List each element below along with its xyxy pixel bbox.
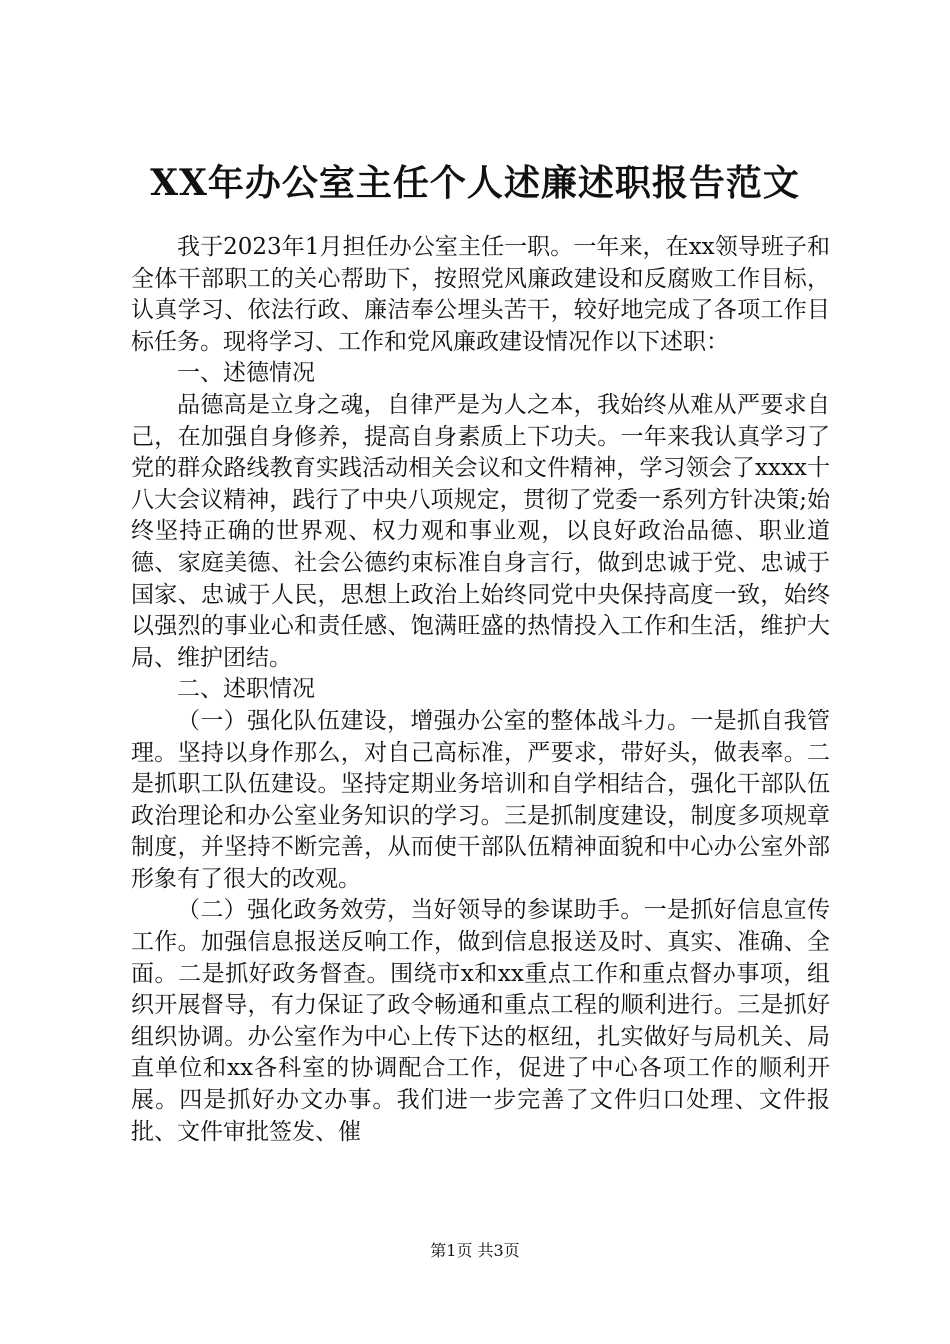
paragraph-government-service: （二）强化政务效劳，当好领导的参谋助手。一是抓好信息宣传工作。加强信息报送反响工作，做到信息报送及时、真实、准确、全面。二是抓好政务督查。围绕市x和xx重点工作和重点督办事项，组织开展督导，有力保证了政令畅通和重点工程的顺利进行。三是抓好组织协调。办公室作为中心上传下达的枢纽，扎实做好与局机关、局直单位和xx各科室的协调配合工作，促进了中心各项工作的顺利开展。四是抓好办文办事。我们进一步完善了文件归口处理、文件报批、文件审批签发、催 bbox=[131, 897, 830, 1145]
section-heading-duty: 二、述职情况 bbox=[177, 676, 315, 703]
paragraph-team-building: （一）强化队伍建设，增强办公室的整体战斗力。一是抓自我管理。坚持以身作那么，对自己高标准，严要求，带好头，做表率。二是抓职工队伍建设。坚持定期业务培训和自学相结合，强化干部队伍政治理论和办公室业务知识的学习。三是抓制度建设，制度多项规章制度，并坚持不断完善，从而使干部队伍精神面貌和中心办公室外部形象有了很大的改观。 bbox=[131, 707, 830, 892]
document-title: XX年办公室主任个人述廉述职报告范文 bbox=[150, 162, 800, 204]
section-heading-virtue: 一、述德情况 bbox=[177, 360, 315, 387]
paragraph-intro: 我于2023年1月担任办公室主任一职。一年来，在xx领导班子和全体干部职工的关心帮助下，按照党风廉政建设和反腐败工作目标，认真学习、依法行政、廉洁奉公埋头苦干，较好地完成了各项工作目标任务。现将学习、工作和党风廉政建设情况作以下述职： bbox=[131, 234, 830, 355]
page-number-footer: 第1页 共3页 bbox=[430, 1241, 520, 1260]
document-body bbox=[131, 232, 830, 1148]
paragraph-virtue: 品德高是立身之魂，自律严是为人之本，我始终从难从严要求自己，在加强自身修养，提高自身素质上下功夫。一年来我认真学习了党的群众路线教育实践活动相关会议和文件精神，学习领会了xxxx十八大会议精神，践行了中央八项规定，贯彻了党委一系列方针决策;始终坚持正确的世界观、权力观和事业观，以良好政治品德、职业道德、家庭美德、社会公德约束标准自身言行，做到忠诚于党、忠诚于国家、忠诚于人民，思想上政治上始终同党中央保持高度一致，始终以强烈的事业心和责任感、饱满旺盛的热情投入工作和生活，维护大局、维护团结。 bbox=[131, 391, 830, 671]
